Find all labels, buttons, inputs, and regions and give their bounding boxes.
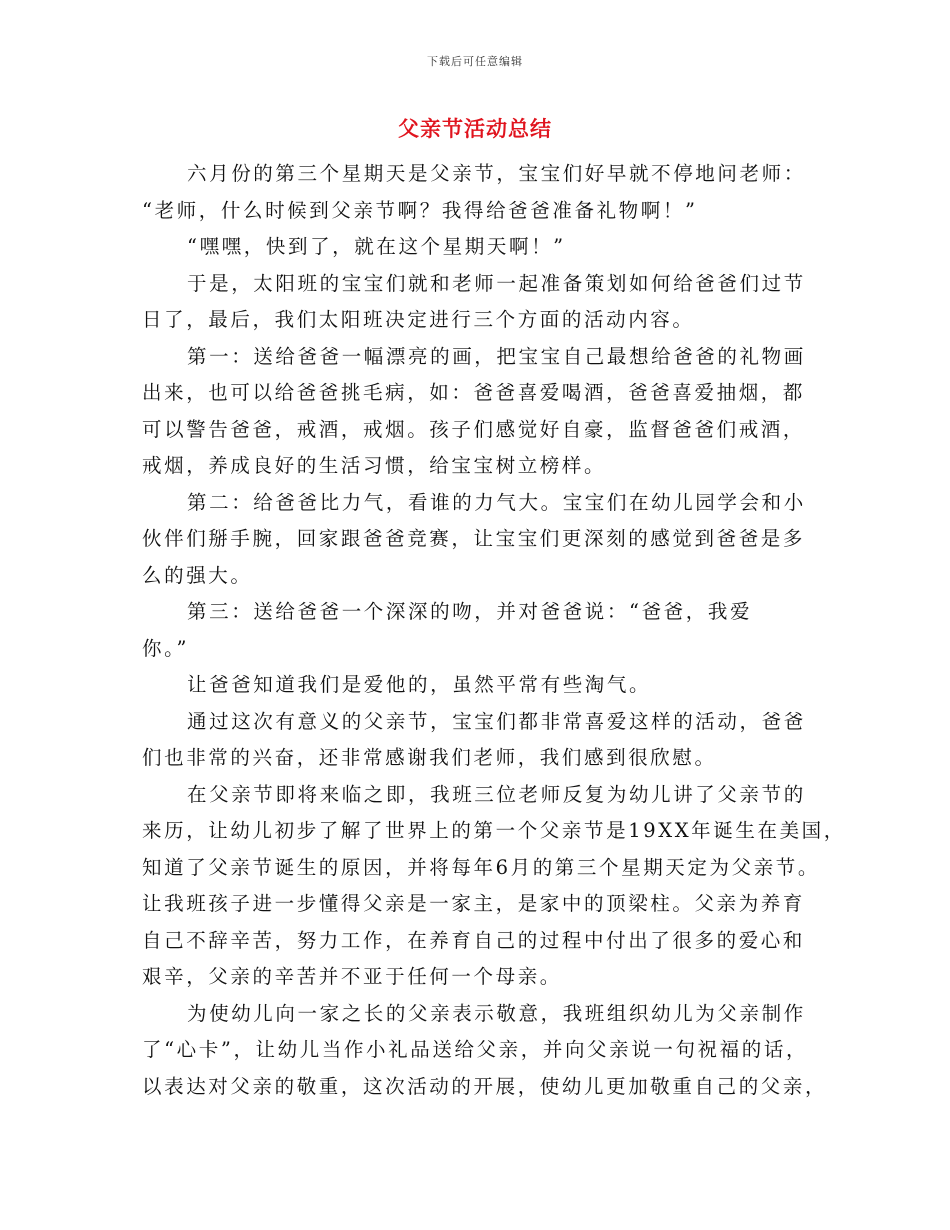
text-line: 通过这次有意义的父亲节，宝宝们都非常喜爱这样的活动，爸爸 — [187, 709, 806, 733]
text-line: 戒烟，养成良好的生活习惯，给宝宝树立榜样。 — [142, 454, 607, 477]
text-line: 六月份的第三个星期天是父亲节，宝宝们好早就不停地问老师： — [187, 162, 806, 185]
text-line: 可以警告爸爸，戒酒，戒烟。孩子们感觉好自豪，监督爸爸们戒酒， — [142, 417, 806, 441]
text-line: 来历，让幼儿初步了解了世界上的第一个父亲节是19XX年诞生在美国， — [142, 819, 846, 842]
text-line: 们也非常的兴奋，还非常感谢我们老师，我们感到很欣慰。 — [142, 746, 717, 769]
text-line: 为使幼儿向一家之长的父亲表示敬意，我班组织幼儿为父亲制作 — [187, 1001, 806, 1025]
text-line: 出来，也可以给爸爸挑毛病，如：爸爸喜爱喝酒，爸爸喜爱抽烟，都 — [142, 381, 806, 404]
text-line: 艰辛，父亲的辛苦并不亚于任何一个母亲。 — [142, 965, 562, 988]
text-line: 伙伴们掰手腕，回家跟爸爸竞赛，让宝宝们更深刻的感觉到爸爸是多 — [142, 527, 806, 550]
document-title: 父亲节活动总结 — [398, 117, 552, 141]
text-line: 第一：送给爸爸一幅漂亮的画，把宝宝自己最想给爸爸的礼物画 — [187, 344, 806, 368]
text-line: “嘿嘿，快到了，就在这个星期天啊！” — [187, 235, 566, 258]
text-line: 么的强大。 — [142, 563, 253, 587]
text-line: 于是，太阳班的宝宝们就和老师一起准备策划如何给爸爸们过节 — [187, 271, 806, 295]
header-note: 下载后可任意编辑 — [427, 55, 523, 68]
text-line: 日了，最后，我们太阳班决定进行三个方面的活动内容。 — [142, 308, 695, 331]
text-line: “老师，什么时候到父亲节啊？我得给爸爸准备礼物啊！” — [142, 198, 698, 222]
text-line: 了“心卡”，让幼儿当作小礼品送给父亲，并向父亲说一句祝福的话， — [142, 1038, 809, 1061]
text-line: 你。” — [142, 636, 190, 660]
text-line: 让爸爸知道我们是爱他的，虽然平常有些淘气。 — [187, 673, 652, 696]
text-line: 第二：给爸爸比力气，看谁的力气大。宝宝们在幼儿园学会和小 — [187, 490, 806, 514]
text-line: 在父亲节即将来临之即，我班三位老师反复为幼儿讲了父亲节的 — [187, 782, 806, 806]
text-line: 以表达对父亲的敬重，这次活动的开展，使幼儿更加敬重自己的父亲， — [142, 1074, 828, 1098]
text-line: 自己不辞辛苦，努力工作，在养育自己的过程中付出了很多的爱心和 — [142, 928, 806, 952]
text-line: 第三：送给爸爸一个深深的吻，并对爸爸说：“爸爸，我爱 — [187, 600, 753, 623]
text-line: 让我班孩子进一步懂得父亲是一家主，是家中的顶梁柱。父亲为养育 — [142, 892, 806, 915]
text-line: 知道了父亲节诞生的原因，并将每年6月的第三个星期天定为父亲节。 — [142, 855, 821, 879]
document-body — [142, 156, 846, 1105]
